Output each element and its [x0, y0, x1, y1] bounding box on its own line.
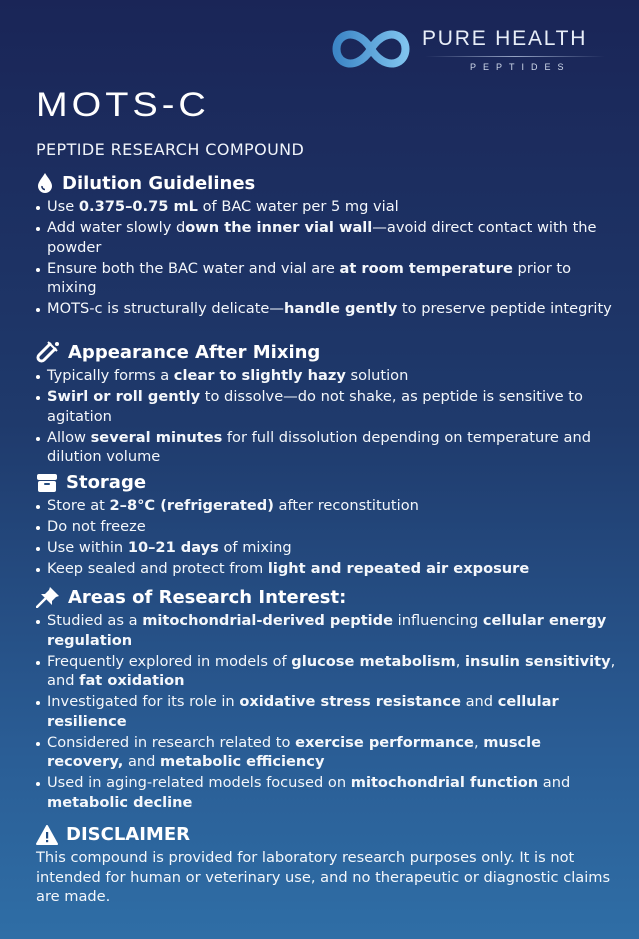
list-item [36, 299, 616, 319]
list-item [36, 197, 616, 217]
dilution-heading-text: Dilution Guidelines [62, 172, 256, 194]
bold-text: insulin sensitivity [465, 652, 611, 670]
list-item [36, 218, 616, 257]
text-segment: and [538, 774, 571, 791]
bold-text: mitochondrial function [350, 774, 539, 791]
list-item [36, 259, 616, 298]
text-segment: , and [47, 652, 616, 689]
brand-logo [330, 24, 620, 74]
text-segment: Used in aging-related models focused on [47, 774, 351, 791]
text-segment: —avoid direct contact with the powder [47, 219, 597, 256]
list-item [36, 366, 616, 386]
storage-list [36, 496, 616, 579]
storage-section [36, 472, 616, 580]
research-heading-text: Areas of Research Interest: [68, 586, 347, 608]
dilution-list [36, 197, 616, 319]
dilution-heading [36, 172, 616, 194]
text-segment: Studied as a [47, 612, 143, 629]
bold-text: 2–8°C (refrigerated) [109, 497, 274, 514]
text-segment: Store at [47, 497, 110, 514]
text-segment: and [460, 693, 498, 710]
list-item [36, 387, 616, 426]
pushpin-icon [36, 586, 60, 608]
warning-icon [36, 825, 58, 845]
storage-heading [36, 472, 616, 493]
text-segment: , [473, 733, 484, 751]
storage-box-icon [36, 473, 58, 493]
text-segment: after reconstitution [273, 497, 419, 514]
disclaimer-title: DISCLAIMER [66, 824, 190, 845]
list-item [36, 773, 616, 812]
bold-text: cellular energy regulation [47, 612, 607, 649]
bold-text: fat oxidation [79, 672, 185, 689]
list-item [36, 652, 616, 691]
bold-text: metabolic decline [47, 793, 193, 811]
bold-text: own the inner vial wall [185, 219, 373, 236]
bold-text: glucose metabolism [291, 652, 456, 670]
text-segment: and [123, 753, 161, 770]
text-segment: influencing [393, 612, 483, 629]
page-title: MOTS-C [36, 86, 210, 124]
research-list [36, 611, 616, 812]
list-item [36, 496, 616, 516]
text-segment: Add water slowly d [47, 219, 186, 236]
list-item [36, 517, 616, 537]
text-segment: Allow [47, 428, 91, 446]
text-segment: Do not freeze [47, 518, 146, 535]
bold-text: muscle recovery, [47, 733, 542, 770]
appearance-heading-text: Appearance After Mixing [68, 341, 321, 363]
appearance-list [36, 366, 616, 467]
text-segment: Use [47, 198, 79, 215]
bold-text: oxidative stress resistance [239, 693, 461, 710]
appearance-section [36, 341, 616, 468]
bold-text: mitochondrial-derived peptide [142, 612, 394, 629]
bold-text: handle gently [284, 300, 398, 317]
logo-divider [425, 56, 605, 57]
disclaimer-section [36, 824, 616, 907]
text-segment: Considered in research related to [47, 733, 296, 751]
text-segment: of BAC water per 5 mg vial [197, 198, 399, 215]
bold-text: 10–21 days [127, 539, 219, 556]
text-segment: Keep sealed and protect from [47, 560, 268, 577]
text-segment: to preserve peptide integrity [397, 300, 612, 317]
list-item [36, 428, 616, 467]
bold-text: exercise performance [295, 733, 474, 751]
disclaimer-heading [36, 824, 616, 845]
bold-text: at room temperature [339, 259, 513, 277]
list-item [36, 559, 616, 579]
brand-subtitle: PEPTIDES [470, 62, 571, 72]
text-segment: solution [345, 367, 409, 384]
bold-text: Swirl or roll gently [47, 388, 201, 405]
bold-text: cellular resilience [47, 693, 559, 730]
disclaimer-text: This compound is provided for laboratory research purposes only. It is not intended for human or veterinary use, and no therapeutic or diagnostic claims are made. [36, 849, 611, 905]
text-segment: Ensure both the BAC water and vial are [47, 259, 340, 277]
bold-text: 0.375–0.75 mL [78, 198, 198, 215]
text-segment: for full dissolution depending on temperature and dilution volume [47, 428, 591, 465]
list-item [36, 733, 616, 772]
bold-text: clear to slightly hazy [173, 367, 346, 384]
text-segment: MOTS-c is structurally delicate— [47, 300, 284, 317]
text-segment: of mixing [218, 539, 292, 556]
infinity-logo-icon [330, 24, 412, 74]
research-section [36, 586, 616, 814]
list-item [36, 538, 616, 558]
text-segment: Use within [47, 539, 128, 556]
appearance-heading [36, 341, 616, 363]
text-segment: Investigated for its role in [47, 693, 240, 710]
dilution-section [36, 172, 616, 320]
storage-heading-text: Storage [66, 472, 147, 493]
research-heading [36, 586, 616, 608]
list-item [36, 611, 616, 650]
text-segment: to dissolve—do not shake, as peptide is sensitive to agitation [47, 388, 583, 425]
text-segment: Frequently explored in models of [47, 652, 292, 670]
list-item [36, 692, 616, 731]
test-tube-icon [36, 341, 60, 363]
bold-text: light and repeated air exposure [267, 560, 530, 577]
brand-name: PURE HEALTH [422, 27, 588, 50]
water-drop-icon [36, 172, 54, 194]
text-segment: prior to mixing [47, 259, 572, 296]
text-segment: Typically forms a [47, 367, 174, 384]
page-subtitle: PEPTIDE RESEARCH COMPOUND [36, 140, 305, 159]
bold-text: several minutes [90, 428, 223, 446]
bold-text: metabolic efficiency [160, 753, 325, 770]
text-segment: , [455, 652, 466, 670]
